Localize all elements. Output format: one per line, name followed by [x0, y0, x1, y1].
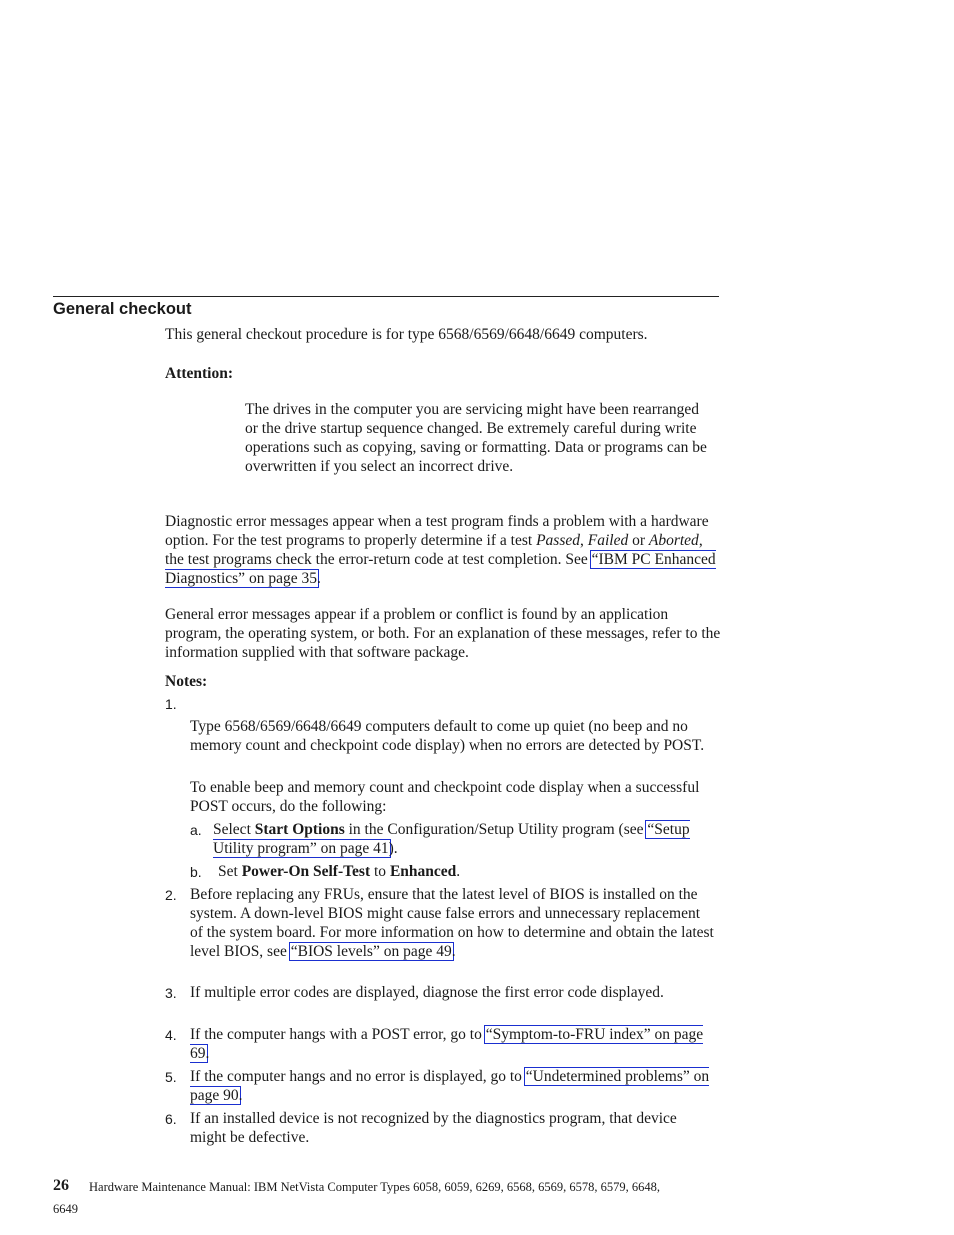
note-6-text: If an installed device is not recognized by the diagnostics program, that device might be defective. [190, 1110, 677, 1146]
note-4-end: . [205, 1045, 210, 1062]
notes-label: Notes: [165, 673, 208, 690]
diagnostic-paragraph [165, 512, 721, 588]
note-number-6: 6. [165, 1111, 177, 1127]
footer-title-continued: 6649 [53, 1202, 78, 1216]
link-undetermined-problems[interactable]: “Undetermined problems” on page 90 [190, 1068, 710, 1104]
note-5-text [190, 1067, 715, 1105]
footer-title: Hardware Maintenance Manual: IBM NetVista Computer Types 6058, 6059, 6269, 6568, 6569, 6578, 6579, 6648, [89, 1180, 660, 1194]
note-number-5: 5. [165, 1069, 177, 1085]
substep-a-letter: a. [190, 822, 202, 838]
note-number-2: 2. [165, 887, 177, 903]
substep-a-end: ). [388, 840, 398, 857]
substep-a-text [213, 820, 708, 858]
note-4-body: If the computer hangs with a POST error, go to [190, 1026, 486, 1043]
substep-b-pre: Set [218, 863, 242, 880]
intro-paragraph: This general checkout procedure is for type 6568/6569/6648/6649 computers. [165, 326, 648, 343]
note-3-text: If multiple error codes are displayed, diagnose the first error code displayed. [190, 984, 664, 1001]
attention-label: Attention: [165, 365, 234, 382]
diagnostic-end: . [316, 570, 321, 587]
aborted-term: Aborted [648, 532, 699, 549]
substep-b-mid: to [370, 863, 390, 880]
page-number: 26 [53, 1177, 69, 1194]
note-2-end: . [451, 943, 456, 960]
note-number-1: 1. [165, 696, 177, 712]
note-2-text [190, 885, 715, 961]
note-5-end: . [238, 1087, 243, 1104]
note-2-body: Before replacing any FRUs, ensure that the latest level of BIOS is installed on the system. A down-level BIOS might cause false errors and unnecessary replacement of the system board. For more information on how to determine and obtain the latest level BIOS, see [190, 886, 714, 960]
note-number-4: 4. [165, 1027, 177, 1043]
diagnostic-comma: , [579, 532, 584, 549]
start-options-term: Start Options [254, 821, 345, 838]
substep-b-letter: b. [190, 864, 202, 880]
link-bios-levels[interactable]: “BIOS levels” on page 49 [290, 943, 452, 960]
note-1-paragraph-2: To enable beep and memory count and checkpoint code display when a successful POST occurs, do the following: [190, 779, 700, 815]
link-setup-utility[interactable]: “Setup Utility program” on page 41 [213, 821, 690, 857]
diagnostic-text-2: , the test programs check the error-return code at test completion. See [165, 532, 703, 568]
link-symptom-to-fru[interactable]: “Symptom-to-FRU index” on page 69 [190, 1026, 704, 1062]
link-enhanced-diagnostics[interactable]: “IBM PC Enhanced Diagnostics” on page 35 [165, 551, 716, 587]
enhanced-term: Enhanced [389, 863, 457, 880]
substep-a-pre: Select [213, 821, 255, 838]
note-1-paragraph-1: Type 6568/6569/6648/6649 computers default to come up quiet (no beep and no memory count and checkpoint code display) when no errors are detected by POST. [190, 718, 705, 754]
section-rule [53, 296, 719, 297]
diagnostic-or: or [628, 532, 649, 549]
substep-b-end: . [456, 863, 461, 880]
diagnostic-text-1: Diagnostic error messages appear when a test program finds a problem with a hardware option. For the test programs to properly determine if a test [165, 513, 709, 549]
post-term: Power-On Self-Test [241, 863, 371, 880]
failed-term: Failed [587, 532, 629, 549]
section-title: General checkout [53, 300, 192, 318]
substep-a-mid: in the Configuration/Setup Utility program (see [344, 821, 648, 838]
substep-b-text [218, 862, 713, 881]
attention-text: The drives in the computer you are servicing might have been rearranged or the drive startup sequence changed. Be extremely careful during write operations such as copying, saving or formatting. Data or programs can be overwritten if you select an incorrect drive. [245, 401, 707, 475]
note-4-text [190, 1025, 715, 1063]
note-5-body: If the computer hangs and no error is displayed, go to [190, 1068, 526, 1085]
note-number-3: 3. [165, 985, 177, 1001]
passed-term: Passed [536, 532, 580, 549]
general-errors-paragraph: General error messages appear if a problem or conflict is found by an application program, the operating system, or both. For an explanation of these messages, refer to the information supplied with that software package. [165, 606, 721, 661]
